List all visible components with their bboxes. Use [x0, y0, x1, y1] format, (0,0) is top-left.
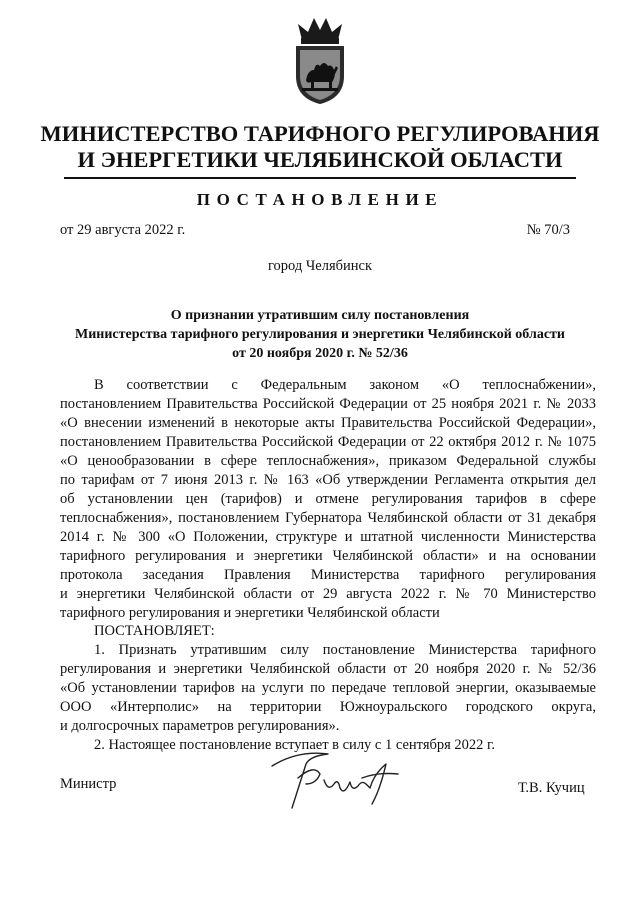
body-line: по тарифам от 7 июня 2013 г. № 163 «Об утверждении Регламента открытия дел — [60, 472, 596, 488]
body-line: постановлением Правительства Российской Федерации от 25 ноября 2021 г. № 2033 — [60, 396, 596, 412]
signatory-title: Министр — [60, 776, 117, 792]
body-line: теплоснабжения», постановлением Губернатора Челябинской области от 31 декабря — [60, 510, 596, 526]
subject-line: Министерства тарифного регулирования и энергетики Челябинской области — [75, 327, 565, 342]
body-line: об установлении цен (тарифов) и отмене регулирования тарифов в сфере — [60, 491, 596, 507]
body-line: «О внесении изменений в некоторые акты Правительства Российской Федерации», — [60, 415, 596, 431]
document-date: от 29 августа 2022 г. — [60, 222, 186, 238]
header-divider — [64, 177, 576, 179]
body-line: постановлением Правительства Российской Федерации от 22 октября 2012 г. № 1075 — [60, 434, 596, 450]
body-line: протокола заседания Правления Министерства тарифного регулирования — [60, 567, 596, 583]
document-number: № 70/3 — [526, 222, 570, 238]
body-line: «О ценообразовании в сфере теплоснабжения», приказом Федеральной службы — [60, 453, 596, 469]
signatory-name: Т.В. Кучиц — [518, 780, 585, 796]
body-line: «Об установлении тарифов на услуги по передаче тепловой энергии, оказываемые — [60, 680, 596, 696]
body-line: и долгосрочных параметров регулирования». — [60, 718, 340, 734]
body-line: регулирования и энергетики Челябинской области от 20 ноября 2020 г. № 52/36 — [60, 661, 596, 677]
ministry-name-line2: И ЭНЕРГЕТИКИ ЧЕЛЯБИНСКОЙ ОБЛАСТИ — [77, 147, 563, 172]
body-line: и энергетики Челябинской области от 29 августа 2022 г. № 70 Министерство — [60, 586, 596, 602]
body-line: 2014 г. № 300 «О Положении, структуре и штатной численности Министерства — [60, 529, 596, 545]
handwritten-signature — [258, 744, 408, 816]
ministry-name-line1: МИНИСТЕРСТВО ТАРИФНОГО РЕГУЛИРОВАНИЯ — [40, 121, 600, 146]
body-line: ООО «Интерполис» на территории Южноуральского городского округа, — [60, 699, 596, 715]
document-city: город Челябинск — [267, 258, 373, 274]
body-line: тарифного регулирования и энергетики Челябинской области» и на основании — [60, 548, 596, 564]
body-line: тарифного регулирования и энергетики Челябинской области — [60, 605, 440, 621]
body-line: 1. Признать утратившим силу постановление Министерства тарифного — [94, 642, 596, 658]
coat-of-arms-icon — [288, 14, 352, 106]
resolves-heading: ПОСТАНОВЛЯЕТ: — [94, 623, 215, 639]
body-line: В соответствии с Федеральным законом «О теплоснабжении», — [94, 377, 596, 393]
body-line: 2. Настоящее постановление вступает в силу с 1 сентября 2022 г. — [94, 737, 495, 753]
subject-line: от 20 ноября 2020 г. № 52/36 — [232, 346, 408, 361]
document-type: ПОСТАНОВЛЕНИЕ — [196, 190, 444, 209]
subject-line: О признании утратившим силу постановления — [170, 308, 470, 323]
